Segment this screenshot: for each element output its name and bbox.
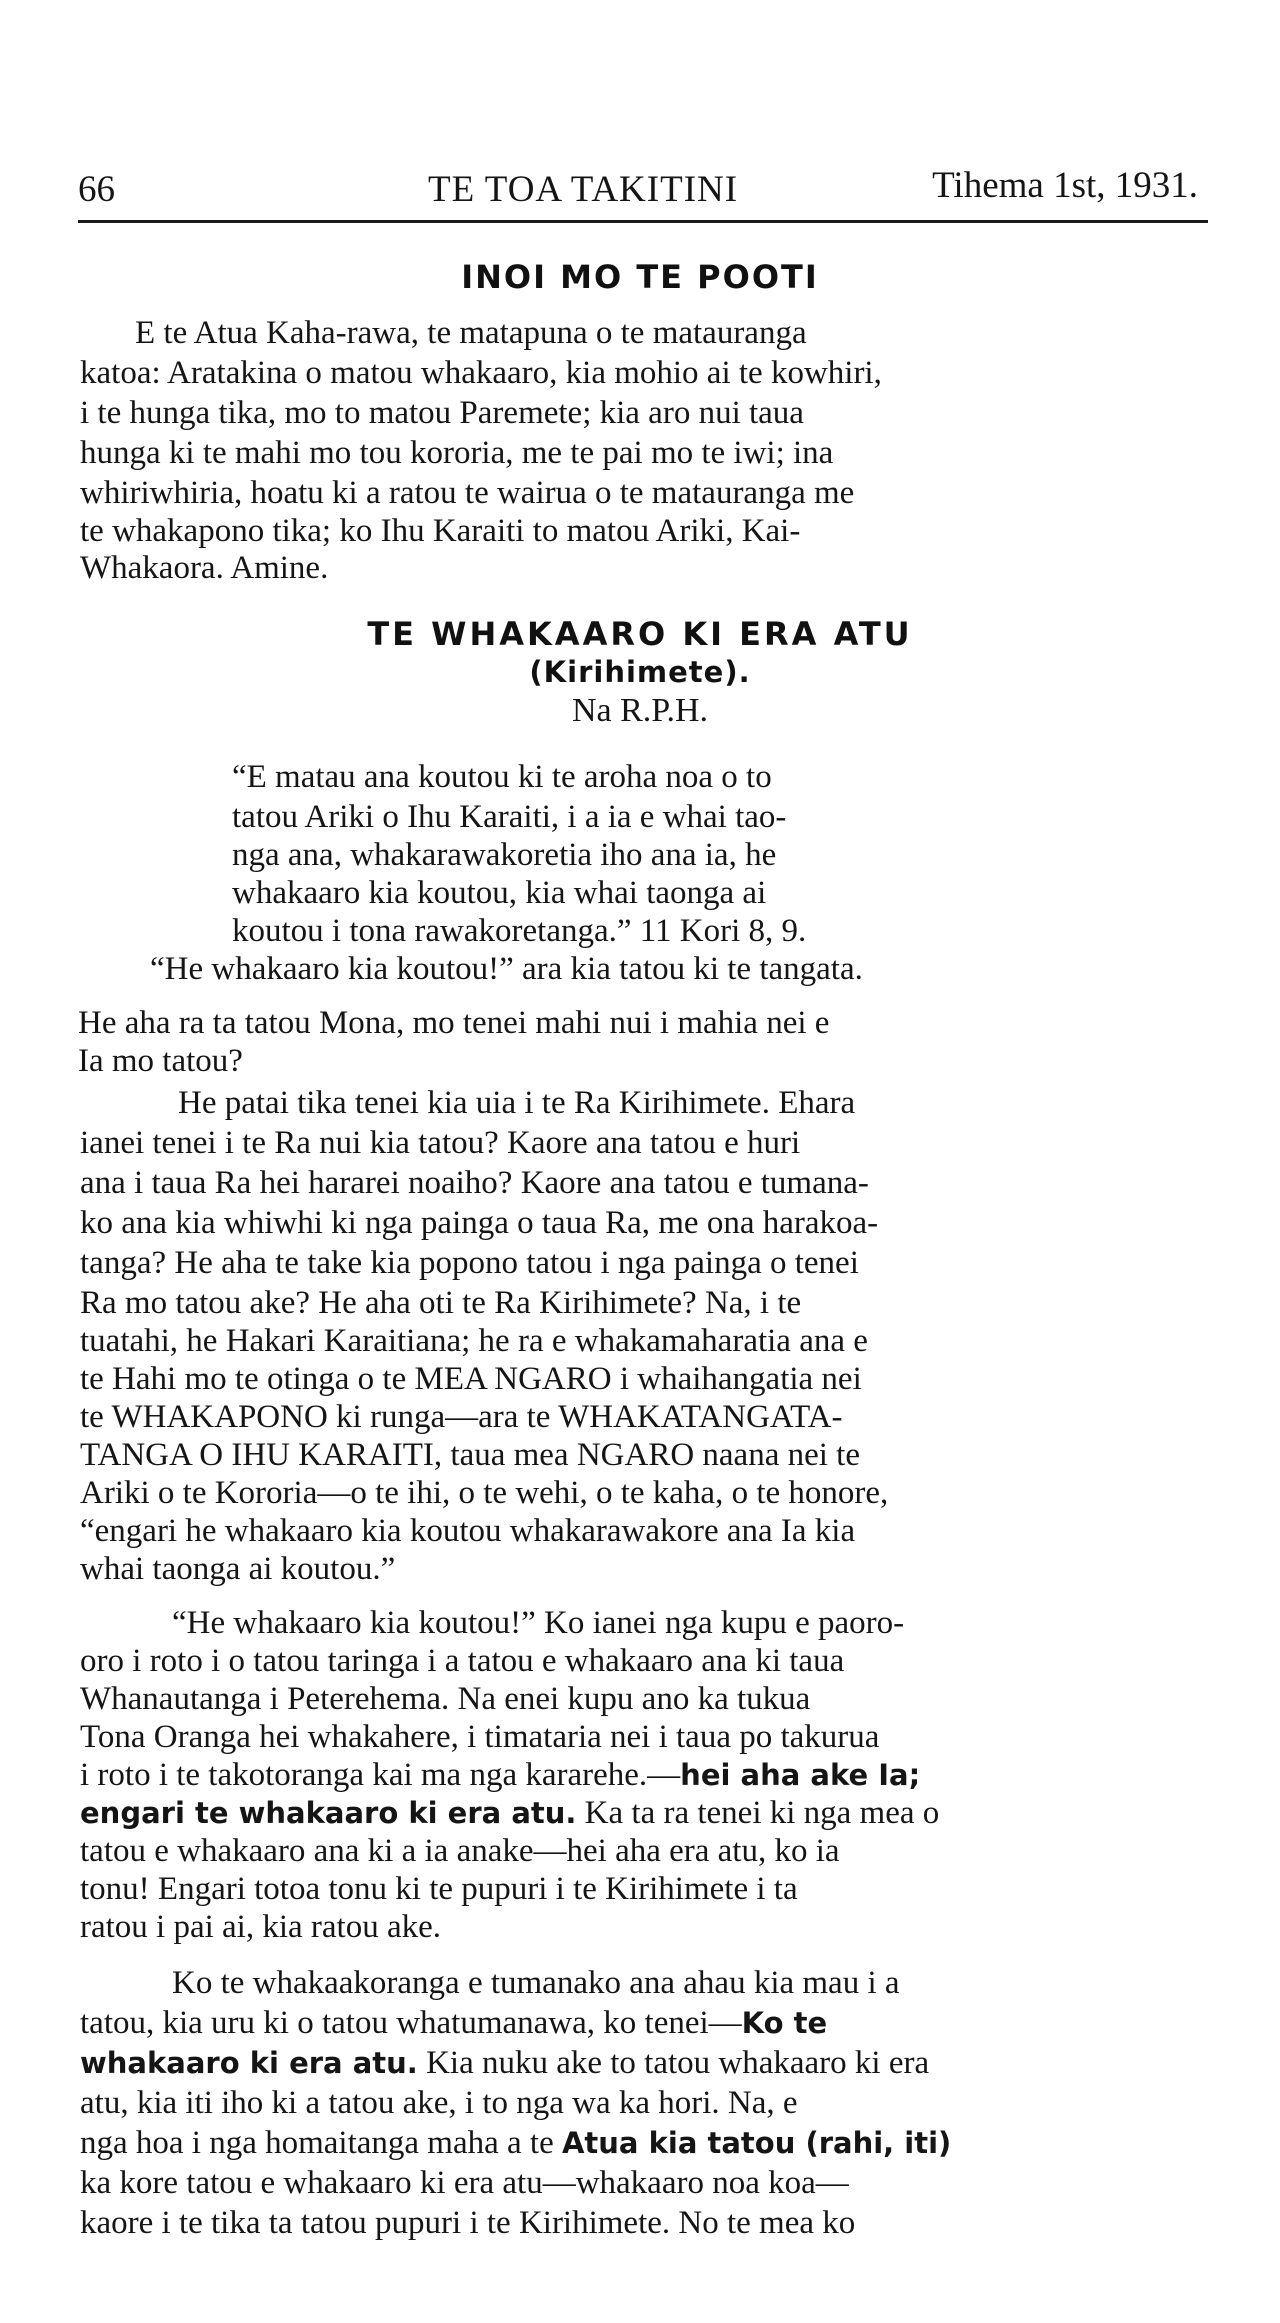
body-line <box>80 2043 929 2083</box>
body-line: “He whakaaro kia koutou!” ara kia tatou ki te tangata. <box>150 951 863 987</box>
body-line: Ra mo tatou ake? He aha oti te Ra Kirihimete? Na, i te <box>80 1285 802 1321</box>
body-line: ana i taua Ra hei hararei noaiho? Kaore ana tatou e tumana- <box>80 1165 869 1201</box>
body-line <box>80 2003 827 2043</box>
quote-line: whakaaro kia koutou, kia whai taonga ai <box>232 875 767 911</box>
body-text: Kia nuku ake to tatou whakaaro ki era <box>417 2045 930 2081</box>
prayer-line: katoa: Aratakina o matou whakaaro, kia mohio ai te kowhiri, <box>80 355 882 391</box>
quote-line: “E matau ana koutou ki te aroha noa o to <box>232 759 772 795</box>
body-line: tuatahi, he Hakari Karaitiana; he ra e whakamaharatia ana e <box>80 1323 868 1359</box>
body-line <box>80 1755 920 1795</box>
publication-title: TE TOA TAKITINI <box>428 169 739 210</box>
page-header <box>78 160 1208 223</box>
emphasis-text: engari te whakaaro ki era atu. <box>80 1796 577 1830</box>
prayer-line: hunga ki te mahi mo tou kororia, me te pai mo te iwi; ina <box>80 435 834 471</box>
quote-line: koutou i tona rawakoretanga.” 11 Kori 8, 9. <box>232 913 807 949</box>
body-line: Whanautanga i Peterehema. Na enei kupu ano ka tukua <box>80 1681 811 1717</box>
prayer-line: te whakapono tika; ko Ihu Karaiti to matou Ariki, Kai- <box>80 513 801 549</box>
body-line: tonu! Engari totoa tonu ki te pupuri i te Kirihimete i ta <box>80 1871 798 1907</box>
prayer-line: i te hunga tika, mo to matou Paremete; kia aro nui taua <box>80 395 804 431</box>
body-line: Ia mo tatou? <box>78 1043 243 1079</box>
body-line: ka kore tatou e whakaaro ki era atu—whakaaro noa koa— <box>80 2165 849 2201</box>
body-line: ianei tenei i te Ra nui kia tatou? Kaore ana tatou e huri <box>80 1125 801 1161</box>
article-subtitle: (Kirihimete). <box>529 655 751 689</box>
body-line: tanga? He aha te take kia popono tatou i nga painga o tenei <box>80 1245 859 1281</box>
emphasis-text: hei aha ake Ia; <box>680 1758 921 1792</box>
prayer-line: E te Atua Kaha-rawa, te matapuna o te matauranga <box>135 315 807 351</box>
article-author: Na R.P.H. <box>571 692 709 729</box>
body-line: TANGA O IHU KARAITI, taua mea NGARO naana nei te <box>80 1437 860 1473</box>
body-line: “He whakaaro kia koutou!” Ko ianei nga kupu e paoro- <box>172 1605 905 1641</box>
body-line: kaore i te tika ta tatou pupuri i te Kirihimete. No te mea ko <box>80 2205 856 2241</box>
body-line: ratou i pai ai, kia ratou ake. <box>80 1909 442 1945</box>
body-line: “engari he whakaaro kia koutou whakarawakore ana Ia kia <box>80 1513 856 1549</box>
prayer-line: Whakaora. Amine. <box>80 550 329 586</box>
emphasis-text: Ko te <box>741 2006 828 2040</box>
body-line: He aha ra ta tatou Mona, mo tenei mahi nui i mahia nei e <box>78 1005 830 1041</box>
emphasis-text: whakaaro ki era atu. <box>80 2046 418 2080</box>
body-line: He patai tika tenei kia uia i te Ra Kirihimete. Ehara <box>178 1085 856 1121</box>
body-text: Ka ta ra tenei ki nga mea o <box>576 1795 940 1831</box>
prayer-title: INOI MO TE POOTI <box>461 258 819 296</box>
body-text: tatou, kia uru ki o tatou whatumanawa, ko tenei— <box>80 2005 742 2041</box>
emphasis-text: Atua kia tatou (rahi, iti) <box>561 2126 952 2160</box>
body-line <box>80 2123 951 2163</box>
issue-date: Tihema 1st, 1931. <box>932 165 1198 206</box>
prayer-line: whiriwhiria, hoatu ki a ratou te wairua o te matauranga me <box>80 475 855 511</box>
body-line: te Hahi mo te otinga o te MEA NGARO i whaihangatia nei <box>80 1361 862 1397</box>
body-text: i roto i te takotoranga kai ma nga kararehe.— <box>80 1757 681 1793</box>
page-number: 66 <box>78 169 115 210</box>
body-line: Ko te whakaakoranga e tumanako ana ahau kia mau i a <box>172 1965 900 2001</box>
body-text: nga hoa i nga homaitanga maha a te <box>80 2125 562 2161</box>
quote-line: tatou Ariki o Ihu Karaiti, i a ia e whai tao- <box>232 799 787 835</box>
body-line <box>80 1793 939 1833</box>
body-line: whai taonga ai koutou.” <box>80 1551 396 1587</box>
body-line: atu, kia iti iho ki a tatou ake, i to nga wa ka hori. Na, e <box>80 2085 798 2121</box>
body-line: ko ana kia whiwhi ki nga painga o taua Ra, me ona harakoa- <box>80 1205 879 1241</box>
body-line: te WHAKAPONO ki runga—ara te WHAKATANGATA- <box>80 1399 843 1435</box>
quote-line: nga ana, whakarawakoretia iho ana ia, he <box>232 837 777 873</box>
body-line: oro i roto i o tatou taringa i a tatou e whakaaro ana ki taua <box>80 1643 845 1679</box>
body-line: tatou e whakaaro ana ki a ia anake—hei aha era atu, ko ia <box>80 1833 840 1869</box>
body-line: Ariki o te Kororia—o te ihi, o te wehi, o te kaha, o te honore, <box>80 1475 889 1511</box>
body-line: Tona Oranga hei whakahere, i timataria nei i taua po takurua <box>80 1719 880 1755</box>
article-title: TE WHAKAARO KI ERA ATU <box>367 615 913 653</box>
